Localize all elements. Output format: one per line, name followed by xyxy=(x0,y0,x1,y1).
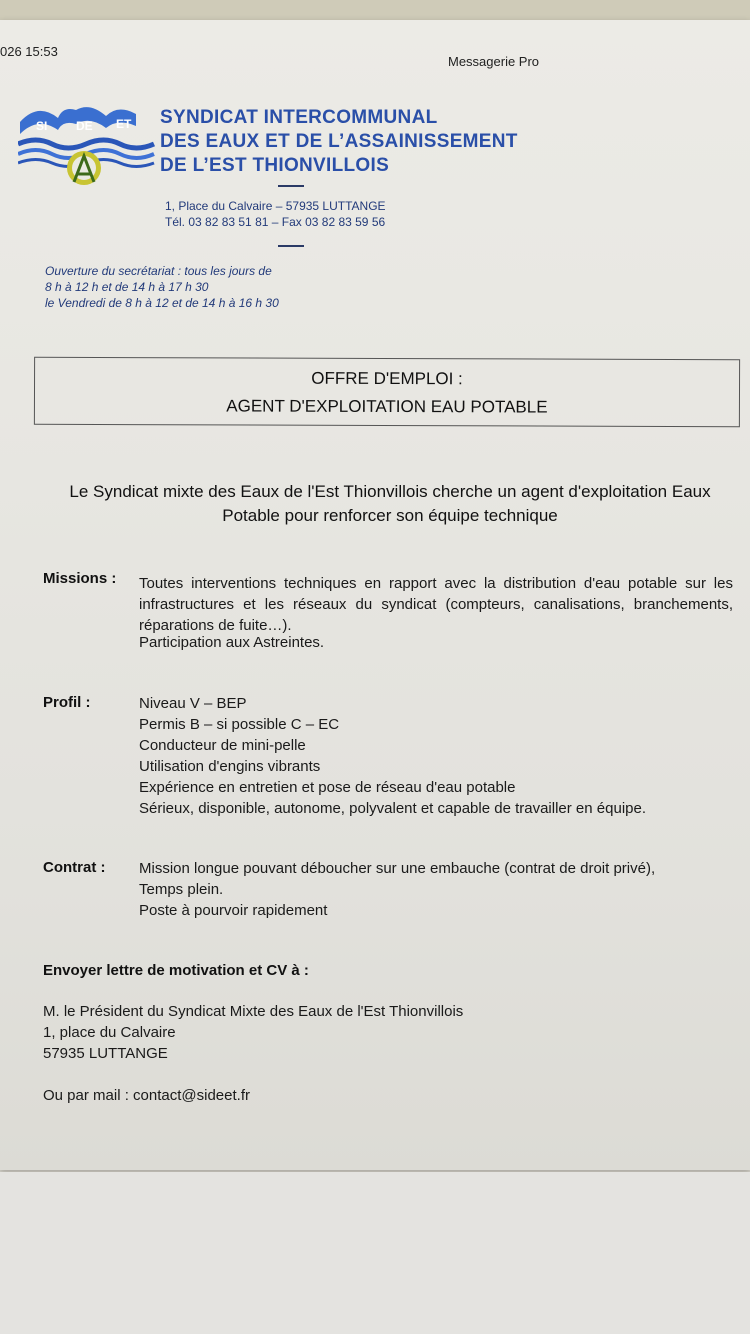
print-app-name: Messagerie Pro xyxy=(448,54,540,69)
apply-address xyxy=(43,1001,463,1064)
list-item: Mission longue pouvant déboucher sur une embauche (contrat de droit privé), xyxy=(139,860,656,877)
list-item: Expérience en entretien et pose de réseau d'eau potable xyxy=(139,779,516,796)
address-line: 1, place du Calvaire xyxy=(43,1024,176,1041)
svg-text:ET: ET xyxy=(116,117,132,131)
hours-line: le Vendredi de 8 h à 12 et de 14 h à 16 h 30 xyxy=(45,296,279,310)
missions-label: Missions : xyxy=(43,570,117,587)
list-item: Utilisation d'engins vibrants xyxy=(139,758,321,775)
address-line: 1, Place du Calvaire – 57935 LUTTANGE xyxy=(165,199,386,213)
print-timestamp: 026 15:53 xyxy=(0,44,58,59)
contrat-label: Contrat : xyxy=(43,859,106,876)
list-item: Conducteur de mini-pelle xyxy=(139,737,306,754)
address-line: M. le Président du Syndicat Mixte des Eaux de l'Est Thionvillois xyxy=(43,1003,464,1020)
list-item: Permis B – si possible C – EC xyxy=(139,716,340,733)
hours-line: Ouverture du secrétariat : tous les jours de xyxy=(45,264,272,278)
organization-name-line: SYNDICAT INTERCOMMUNAL xyxy=(160,107,438,128)
profil-list xyxy=(139,693,646,819)
missions-astreintes: Participation aux Astreintes. xyxy=(139,634,325,651)
apply-email[interactable]: Ou par mail : contact@sideet.fr xyxy=(43,1087,250,1104)
svg-text:DE: DE xyxy=(76,119,93,133)
intro-paragraph: Le Syndicat mixte des Eaux de l'Est Thionvillois cherche un agent d'exploitation Eaux Potable pour renforcer son équipe technique xyxy=(69,482,711,525)
background-area xyxy=(0,1172,750,1334)
list-item: Niveau V – BEP xyxy=(139,695,247,712)
list-item: Temps plein. xyxy=(139,881,224,898)
separator xyxy=(278,245,304,247)
address-line: 57935 LUTTANGE xyxy=(43,1045,168,1062)
office-hours xyxy=(45,263,279,311)
missions-text: Toutes interventions techniques en rapport avec la distribution d'eau potable sur les infrastructures et les réseaux du syndicat (compteurs, canalisations, branchements, réparations de fuite…). xyxy=(139,575,733,634)
apply-heading: Envoyer lettre de motivation et CV à : xyxy=(43,962,309,979)
organization-contact xyxy=(165,198,386,230)
separator xyxy=(278,185,304,187)
svg-text:SI: SI xyxy=(36,119,48,133)
organization-name-line: DES EAUX ET DE L’ASSAINISSEMENT xyxy=(160,131,518,152)
job-offer-title-box xyxy=(34,357,740,427)
offer-position: AGENT D'EXPLOITATION EAU POTABLE xyxy=(226,396,548,417)
profil-label: Profil : xyxy=(43,694,91,711)
hours-line: 8 h à 12 h et de 14 h à 17 h 30 xyxy=(45,280,209,294)
syndicat-logo xyxy=(18,100,158,192)
list-item: Poste à pourvoir rapidement xyxy=(139,902,328,919)
organization-name xyxy=(160,106,518,178)
phone-fax-line: Tél. 03 82 83 51 81 – Fax 03 82 83 59 56 xyxy=(165,215,386,229)
list-item: Sérieux, disponible, autonome, polyvalent et capable de travailler en équipe. xyxy=(139,800,646,817)
offer-heading: OFFRE D'EMPLOI : xyxy=(311,368,463,389)
organization-name-line: DE L’EST THIONVILLOIS xyxy=(160,155,390,176)
contrat-list xyxy=(139,858,655,921)
